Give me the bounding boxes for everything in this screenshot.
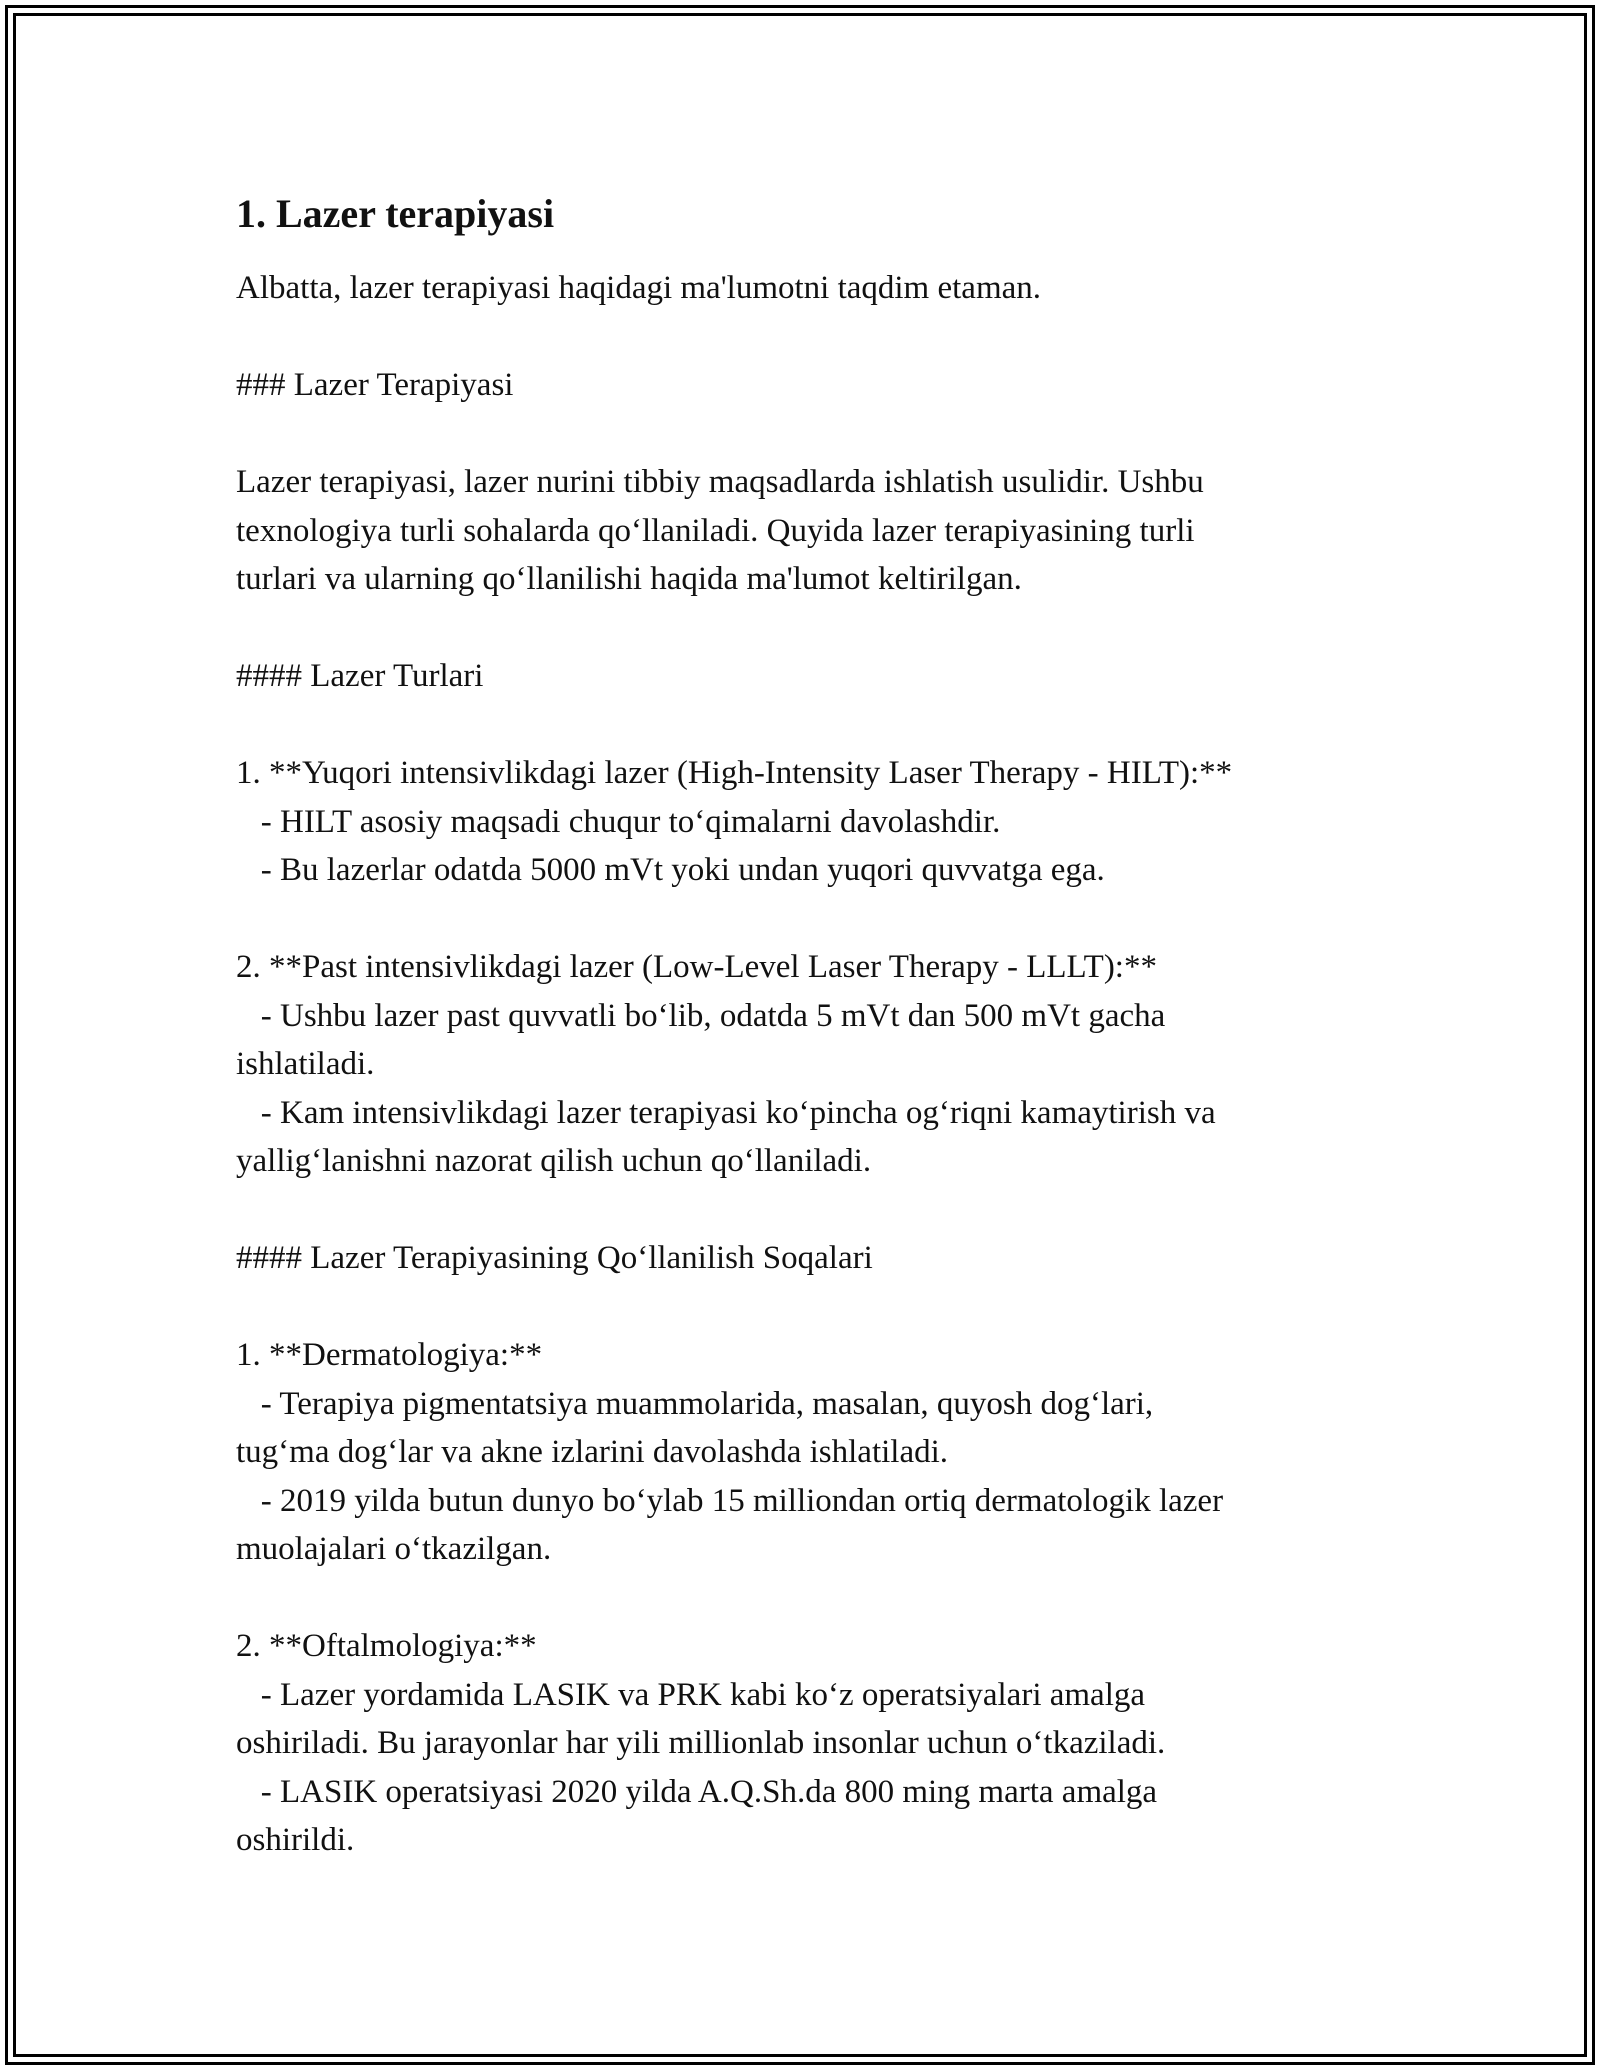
text-line: - LASIK operatsiyasi 2020 yilda A.Q.Sh.da 800 ming marta amalga [236, 1773, 1158, 1810]
blank-line [236, 1574, 1386, 1623]
text-line: turlari va ularning qo‘llanilishi haqida ma'lumot keltirilgan. [236, 561, 1022, 597]
text-line: 2. **Past intensivlikdagi lazer (Low-Level Laser Therapy - LLLT):** [236, 949, 1157, 985]
text-line: 1. **Dermatologiya:** [236, 1337, 543, 1373]
blank-line [236, 701, 1386, 750]
document-title: 1. Lazer terapiyasi [236, 191, 555, 236]
document-content [236, 180, 1386, 1865]
text-line: - HILT asosiy maqsadi chuqur to‘qimalarni davolashdir. [236, 803, 1001, 840]
text-line: muolajalari o‘tkazilgan. [236, 1531, 552, 1567]
document-body [236, 264, 1386, 1865]
text-line: ishlatiladi. [236, 1046, 375, 1082]
text-line: Albatta, lazer terapiyasi haqidagi ma'lumotni taqdim etaman. [236, 270, 1042, 306]
text-line: - Kam intensivlikdagi lazer terapiyasi ko‘pincha og‘riqni kamaytirish va [236, 1094, 1216, 1131]
text-line: 2. **Oftalmologiya:** [236, 1628, 537, 1664]
text-line: 1. **Yuqori intensivlikdagi lazer (High-Intensity Laser Therapy - HILT):** [236, 755, 1233, 791]
text-line: - Bu lazerlar odatda 5000 mVt yoki undan yuqori quvvatga ega. [236, 852, 1105, 888]
text-line: tug‘ma dog‘lar va akne izlarini davolashda ishlatiladi. [236, 1434, 949, 1470]
text-line: #### Lazer Terapiyasining Qo‘llanilish Soqalari [236, 1240, 873, 1276]
text-line: yallig‘lanishni nazorat qilish uchun qo‘llaniladi. [236, 1143, 872, 1179]
blank-line [236, 604, 1386, 653]
blank-line [236, 313, 1386, 362]
text-line: - 2019 yilda butun dunyo bo‘ylab 15 milliondan ortiq dermatologik lazer [236, 1482, 1224, 1519]
blank-line [236, 1186, 1386, 1235]
blank-line [236, 1283, 1386, 1332]
text-line: - Lazer yordamida LASIK va PRK kabi ko‘z operatsiyalari amalga [236, 1676, 1146, 1713]
text-line: #### Lazer Turlari [236, 658, 484, 694]
blank-line [236, 410, 1386, 459]
text-line: texnologiya turli sohalarda qo‘llaniladi. Quyida lazer terapiyasining turli [236, 512, 1195, 549]
text-line: - Terapiya pigmentatsiya muammolarida, masalan, quyosh dog‘lari, [236, 1385, 1154, 1422]
text-line: ### Lazer Terapiyasi [236, 367, 514, 403]
text-line: - Ushbu lazer past quvvatli bo‘lib, odatda 5 mVt dan 500 mVt gacha [236, 997, 1166, 1034]
blank-line [236, 895, 1386, 944]
text-line: oshirildi. [236, 1822, 355, 1858]
text-line: Lazer terapiyasi, lazer nurini tibbiy maqsadlarda ishlatish usulidir. Ushbu [236, 464, 1204, 500]
text-line: oshiriladi. Bu jarayonlar har yili millionlab insonlar uchun o‘tkaziladi. [236, 1725, 1166, 1761]
